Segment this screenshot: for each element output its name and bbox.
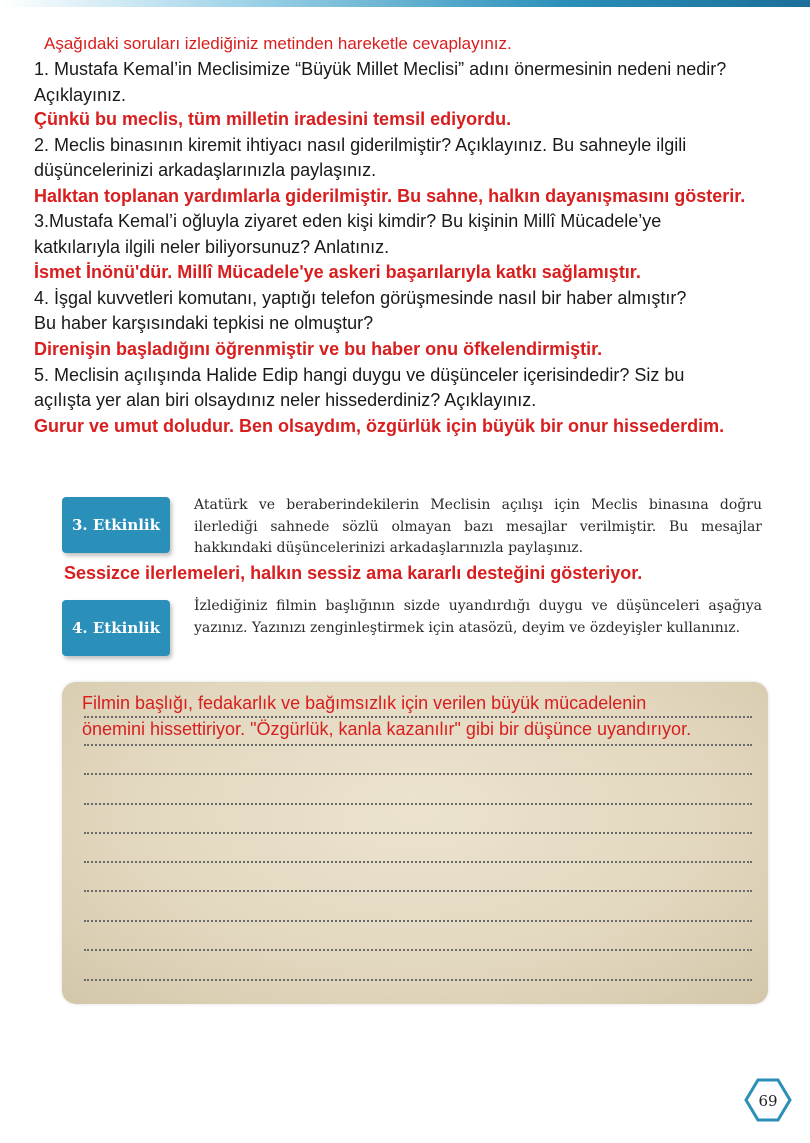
activity-3-instructions: Atatürk ve beraberindekilerin Meclisin açılışı için Meclis binasına doğru ilerlediği sahnede sözlü olmayan bazı mesajlar verilmiştir. Bu mesajlar hakkındaki düşüncelerinizi arkadaşlarınızla paylaşınız.: [194, 497, 762, 556]
question-1-line-1: 1. Mustafa Kemal’in Meclisimize “Büyük Millet Meclisi” adını önermesinin nedeni nedir?: [34, 59, 727, 79]
page-number: 69: [758, 1092, 778, 1110]
writing-line: [84, 890, 752, 892]
writing-line: [84, 949, 752, 951]
question-5-line-1: 5. Meclisin açılışında Halide Edip hangi duygu ve düşünceler içerisindedir? Siz bu: [34, 365, 685, 385]
writing-line: [84, 861, 752, 863]
activity-3-answer: Sessizce ilerlemeleri, halkın sessiz ama kararlı desteğini gösteriyor.: [64, 563, 643, 583]
writing-line: [84, 979, 752, 981]
question-4-line-2: Bu haber karşısındaki tepkisi ne olmuştur?: [34, 313, 374, 333]
question-2-line-1: 2. Meclis binasının kiremit ihtiyacı nasıl giderilmiştir? Açıklayınız. Bu sahneyle ilgili: [34, 135, 687, 155]
question-3-line-2: katkılarıyla ilgili neler biliyorsunuz? Anlatınız.: [34, 237, 390, 257]
writing-line: [84, 773, 752, 775]
instructions-heading: Aşağıdaki soruları izlediğiniz metinden hareketle cevaplayınız.: [44, 34, 512, 53]
writing-line: [84, 744, 752, 746]
answer-1: Çünkü bu meclis, tüm milletin iradesini temsil ediyordu.: [34, 109, 512, 129]
activity-4-answer-line-2: önemini hissettiriyor. "Özgürlük, kanla kazanılır" gibi bir düşünce uyandırıyor.: [82, 719, 692, 739]
answer-3: İsmet İnönü'dür. Millî Mücadele'ye askeri başarılarıyla katkı sağlamıştır.: [34, 262, 641, 282]
question-4-line-1: 4. İşgal kuvvetleri komutanı, yaptığı telefon görüşmesinde nasıl bir haber almıştır?: [34, 288, 687, 308]
writing-line: [84, 803, 752, 805]
writing-line: [84, 832, 752, 834]
answer-5: Gurur ve umut doludur. Ben olsaydım, özgürlük için büyük bir onur hissederdim.: [34, 416, 725, 436]
question-2-line-2: düşüncelerinizi arkadaşlarınızla paylaşınız.: [34, 160, 377, 180]
writing-line: [84, 920, 752, 922]
page-number-badge: [744, 1076, 792, 1124]
top-accent-bar: [0, 0, 810, 7]
question-1-line-2: Açıklayınız.: [34, 85, 127, 105]
question-5-line-2: açılışta yer alan biri olsaydınız neler hissederdiniz? Açıklayınız.: [34, 390, 537, 410]
activity-4-instructions: İzlediğiniz filmin başlığının sizde uyandırdığı duygu ve düşünceleri aşağıya yazınız. Yazınızı zenginleştirmek için atasözü, deyim ve özdeyişler kullanınız.: [194, 598, 762, 636]
writing-line: [84, 716, 752, 718]
activity-4-answer-line-1: Filmin başlığı, fedakarlık ve bağımsızlık için verilen büyük mücadelenin: [82, 693, 647, 713]
activity-4-badge: 4. Etkinlik: [62, 600, 170, 656]
answer-2: Halktan toplanan yardımlarla giderilmiştir. Bu sahne, halkın dayanışmasını gösterir.: [34, 186, 746, 206]
question-3-line-1: 3.Mustafa Kemal’i oğluyla ziyaret eden kişi kimdir? Bu kişinin Millî Mücadele’ye: [34, 211, 662, 231]
activity-3-badge: 3. Etkinlik: [62, 497, 170, 553]
answer-4: Direnişin başladığını öğrenmiştir ve bu haber onu öfkelendirmiştir.: [34, 339, 603, 359]
